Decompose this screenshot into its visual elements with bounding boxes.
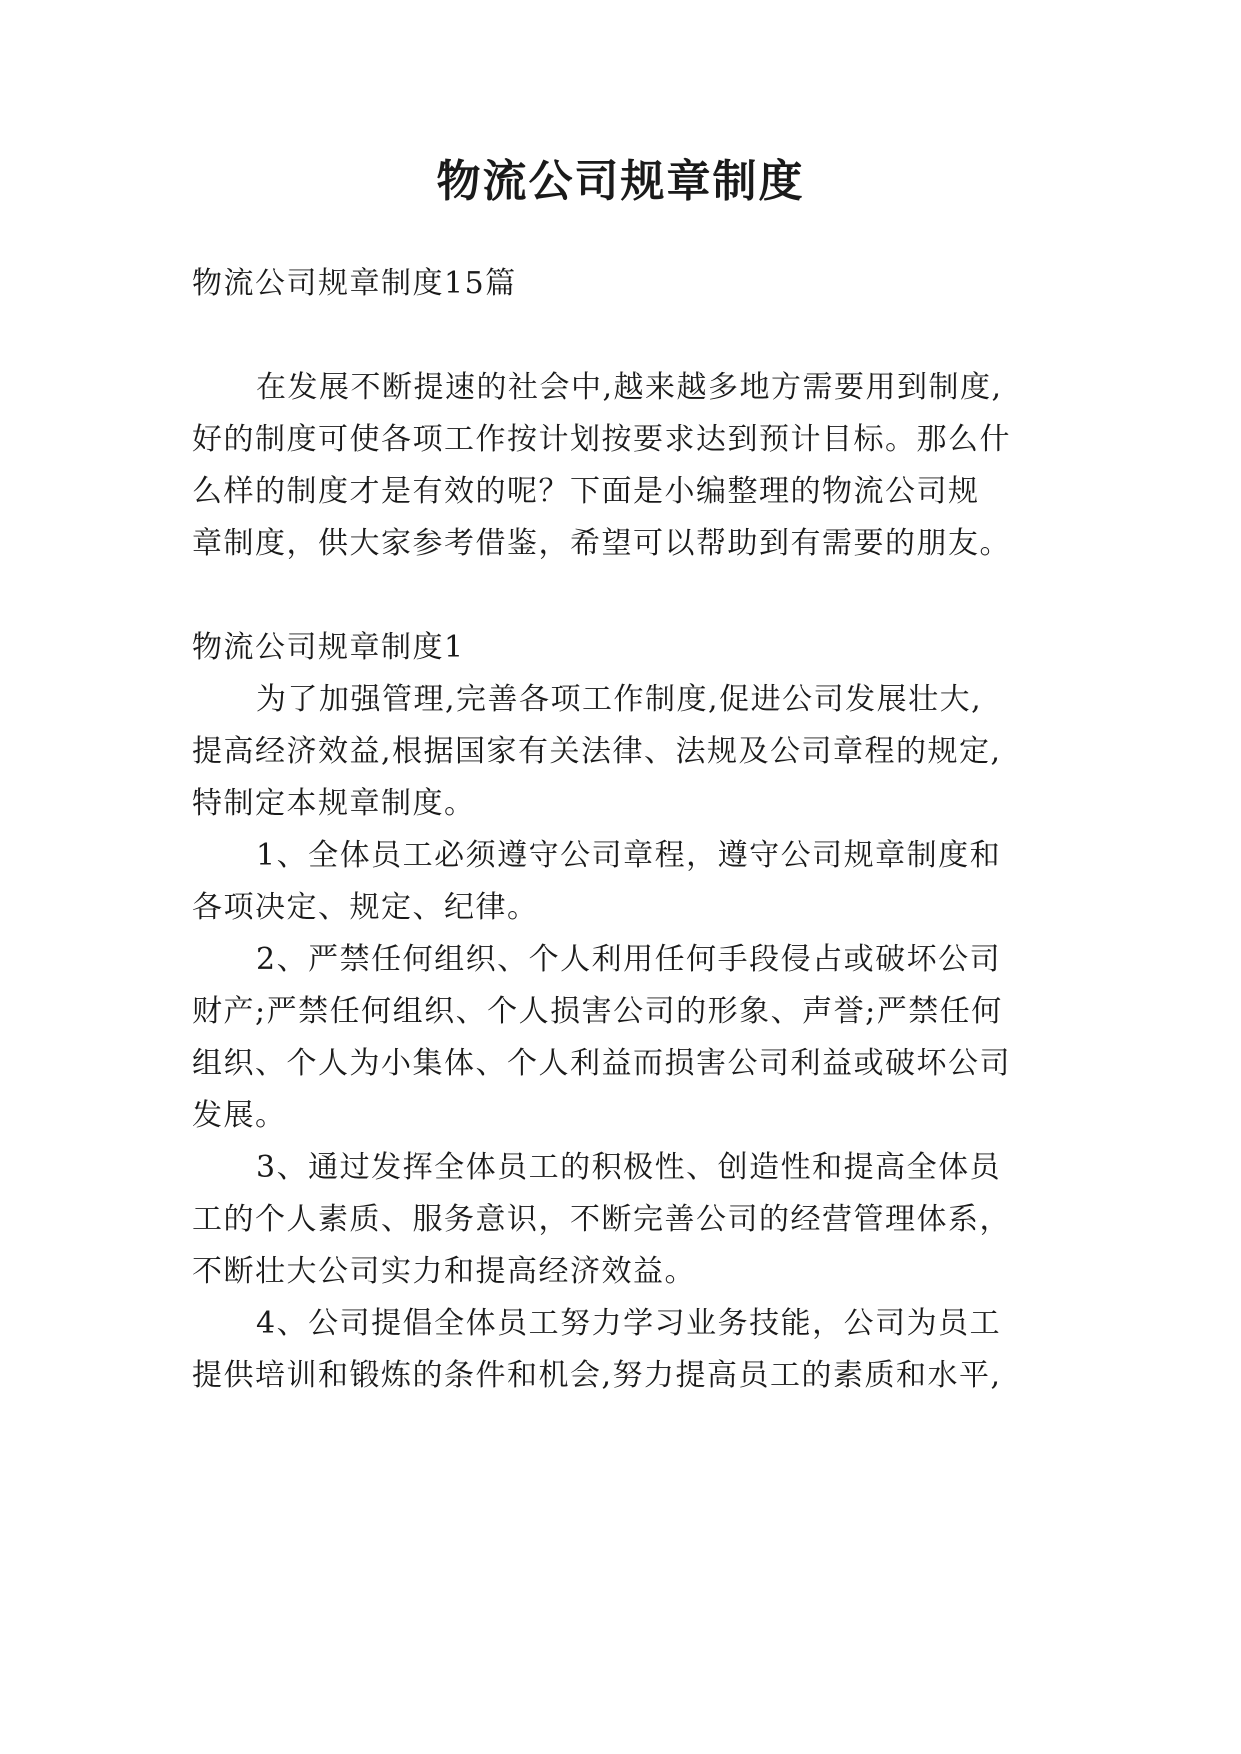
para-intro-line-3: 特制定本规章制度。 — [192, 786, 476, 821]
item3-line-3: 不断壮大公司实力和提高经济效益。 — [192, 1254, 696, 1289]
item2-line-2: 财产;严禁任何组织、个人损害公司的形象、声誉;严禁任何 — [192, 994, 1003, 1029]
document-subtitle: 物流公司规章制度15篇 — [192, 266, 517, 301]
item4-line-2: 提供培训和锻炼的条件和机会,努力提高员工的素质和水平, — [192, 1358, 1002, 1393]
para-intro-line-2: 提高经济效益,根据国家有关法律、法规及公司章程的规定, — [192, 734, 1002, 769]
intro-line-4: 章制度，供大家参考借鉴，希望可以帮助到有需要的朋友。 — [192, 526, 1011, 561]
para-intro-line-1: 为了加强管理,完善各项工作制度,促进公司发展壮大, — [256, 682, 983, 717]
item4-line-1: 4、公司提倡全体员工努力学习业务技能，公司为员工 — [256, 1306, 1002, 1341]
item3-line-1: 3、通过发挥全体员工的积极性、创造性和提高全体员 — [256, 1150, 1002, 1185]
intro-line-1: 在发展不断提速的社会中,越来越多地方需要用到制度, — [256, 370, 1003, 405]
item2-line-3: 组织、个人为小集体、个人利益而损害公司利益或破坏公司 — [192, 1046, 1011, 1081]
item2-line-1: 2、严禁任何组织、个人利用任何手段侵占或破坏公司 — [256, 942, 1002, 977]
item2-line-4: 发展。 — [192, 1098, 287, 1133]
section-heading: 物流公司规章制度1 — [192, 630, 465, 665]
item1-line-2: 各项决定、规定、纪律。 — [192, 890, 539, 925]
document-title: 物流公司规章制度 — [436, 156, 805, 207]
item3-line-2: 工的个人素质、服务意识，不断完善公司的经营管理体系， — [192, 1202, 1011, 1237]
intro-line-2: 好的制度可使各项工作按计划按要求达到预计目标。那么什 — [192, 422, 1011, 457]
intro-line-3: 么样的制度才是有效的呢？下面是小编整理的物流公司规 — [192, 474, 980, 509]
item1-line-1: 1、全体员工必须遵守公司章程，遵守公司规章制度和 — [256, 838, 1002, 873]
